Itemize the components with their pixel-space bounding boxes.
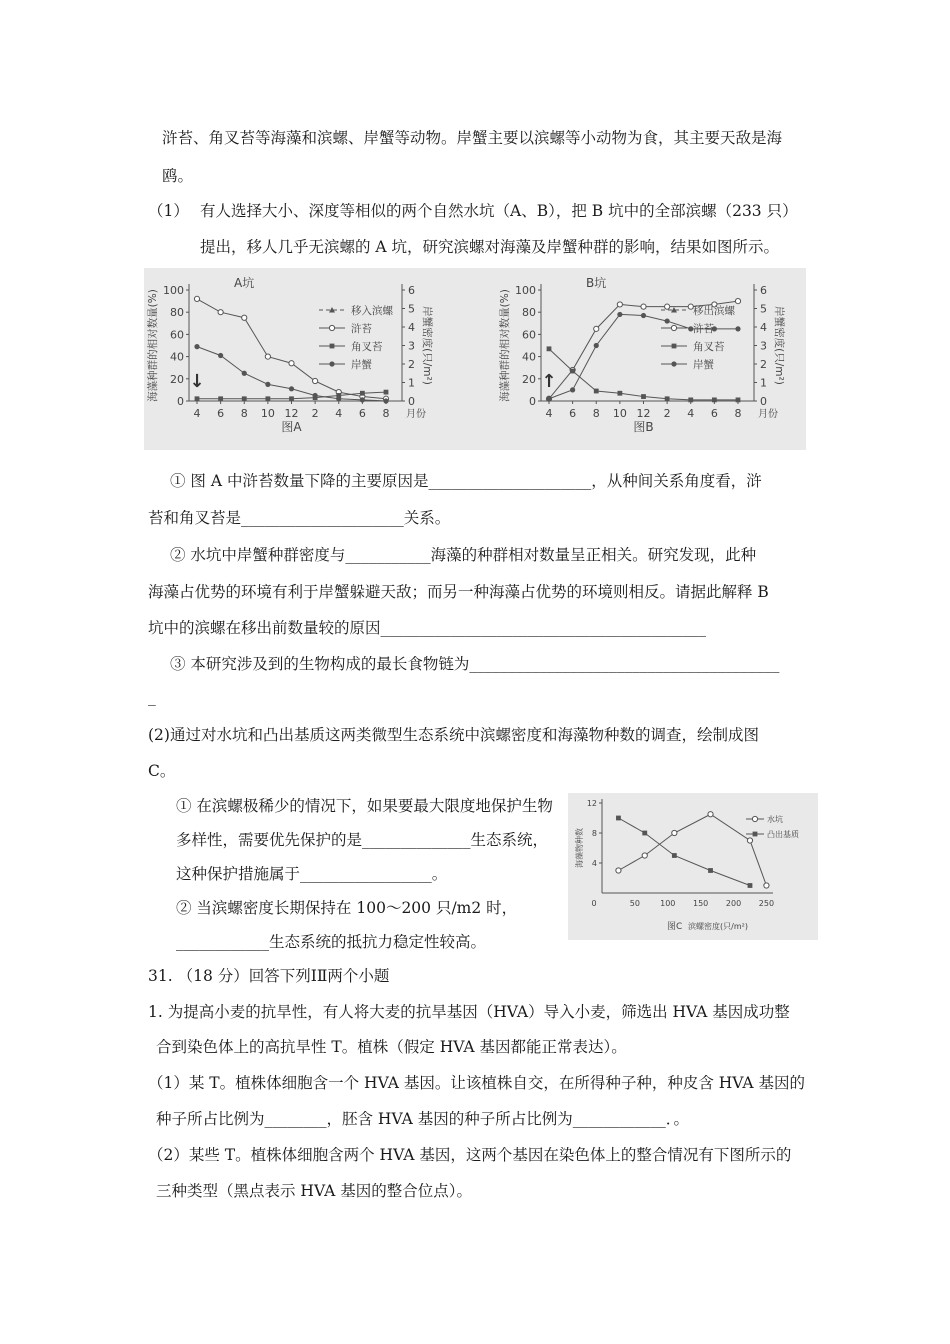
question-line: 这种保护措施属于_________________。	[176, 865, 448, 883]
x-tick-label: 4	[193, 407, 201, 420]
y-tick-label: 4	[591, 859, 597, 868]
data-point	[708, 812, 713, 817]
data-point	[242, 315, 247, 320]
question-line: ③ 本研究涉及到的生物构成的最长食物链为________________________________________	[170, 655, 780, 673]
x-tick-label: 6	[710, 407, 718, 420]
data-point	[289, 361, 294, 366]
data-point	[218, 310, 223, 315]
paragraph-line: （1）某 T。植株体细胞含一个 HVA 基因。让该植株自交，在所得种子种，种皮含 HVA 基因的	[148, 1074, 806, 1092]
figure-c-svg	[568, 793, 818, 940]
data-point	[336, 396, 341, 401]
x-tick-label: 4	[335, 407, 343, 420]
y-tick-label: 8	[591, 829, 597, 838]
paragraph-line: C。	[148, 762, 176, 780]
data-point	[594, 343, 599, 348]
y-tick-label: 60	[522, 328, 536, 342]
y2-tick-label: 3	[408, 339, 415, 353]
y2-tick-label: 3	[760, 339, 767, 353]
data-point	[616, 816, 621, 821]
data-point	[712, 397, 717, 402]
legend-label: 浒苔	[351, 323, 372, 335]
data-point	[242, 371, 247, 376]
data-point	[313, 378, 318, 383]
legend-label: 岸蟹	[351, 359, 372, 371]
y2-axis-label: 岸蟹密度(只/m²)	[421, 306, 433, 385]
data-point	[265, 396, 270, 401]
y2-tick-label: 5	[760, 302, 767, 316]
y2-tick-label: 1	[408, 376, 415, 390]
legend-label: 移出滨螺	[693, 305, 735, 317]
x-tick-label: 150	[693, 899, 709, 908]
x-tick-label: 4	[545, 407, 553, 420]
x-tick-label: 0	[591, 899, 597, 908]
data-point	[194, 296, 199, 301]
y-tick-label: 60	[170, 328, 184, 342]
data-point	[616, 868, 621, 873]
paragraph-line: 浒苔、角叉苔等海藻和滨螺、岸蟹等动物。岸蟹主要以滨螺等小动物为食，其主要天敌是海	[162, 129, 783, 147]
paragraph-line: 三种类型（黑点表示 HVA 基因的整合位点）。	[156, 1182, 472, 1200]
legend-label: 水坑	[767, 815, 783, 824]
y-tick-label: 0	[177, 395, 184, 408]
data-point	[735, 326, 740, 331]
data-point	[641, 304, 646, 309]
x-tick-label: 6	[569, 407, 577, 420]
question-line: ① 图 A 中浒苔数量下降的主要原因是_____________________，从种间关系角度看，浒	[170, 472, 762, 490]
data-point	[218, 353, 223, 358]
x-tick-label: 8	[592, 407, 600, 420]
y2-tick-label: 0	[408, 395, 415, 408]
data-point	[736, 397, 741, 402]
paragraph-line: （2）某些 T。植株体细胞含两个 HVA 基因，这两个基因在染色体上的整合情况有下图所示的	[148, 1146, 792, 1164]
data-point	[672, 853, 677, 858]
data-point	[313, 393, 318, 398]
data-point	[747, 838, 752, 843]
data-point	[748, 883, 753, 888]
x-tick-label: 12	[636, 407, 651, 420]
x-tick-label: 2	[663, 407, 671, 420]
figure-ab-svg	[144, 268, 806, 450]
data-point	[594, 389, 599, 394]
paragraph-line: 鸥。	[162, 167, 194, 185]
legend-marker	[672, 344, 677, 349]
question-number: （1）	[148, 202, 189, 220]
legend-marker	[671, 361, 676, 366]
data-point	[594, 326, 599, 331]
x-unit-label: 月份	[406, 409, 426, 420]
y-tick-label: 20	[170, 372, 184, 386]
series-line	[618, 814, 766, 885]
data-point	[641, 394, 646, 399]
data-point	[195, 396, 200, 401]
data-point	[642, 831, 647, 836]
legend-marker	[329, 361, 334, 366]
y2-tick-label: 5	[408, 302, 415, 316]
data-point	[708, 868, 713, 873]
data-point	[546, 396, 551, 401]
legend-label: 岸蟹	[693, 359, 714, 371]
data-point	[665, 396, 670, 401]
figure-ab	[144, 268, 806, 450]
y2-tick-label: 6	[408, 284, 415, 297]
legend-label: 浒苔	[693, 323, 714, 335]
x-tick-label: 8	[734, 407, 742, 420]
data-point	[665, 304, 670, 309]
question-line: ② 当滨螺密度长期保持在 100～200 只/m2 时，	[176, 899, 518, 917]
y2-tick-label: 6	[760, 284, 767, 297]
data-point	[384, 390, 389, 395]
legend-label: 角叉苔	[693, 341, 725, 353]
arrow-annotation: ↑	[541, 371, 557, 392]
data-point	[289, 386, 294, 391]
data-point	[735, 299, 740, 304]
y-axis-label: 海藻种群的相对数量(%)	[499, 289, 511, 402]
legend-marker	[752, 816, 757, 821]
question-line: 坑中的滨螺在移出前数量较的原因__________________________________________	[148, 619, 707, 637]
chart-caption: 图A	[281, 420, 302, 434]
x-tick-label: 10	[260, 407, 275, 420]
y2-tick-label: 4	[760, 321, 767, 334]
x-unit-label: 月份	[758, 409, 778, 420]
data-point	[383, 398, 388, 403]
arrow-annotation: ↓	[189, 371, 205, 392]
x-tick-label: 250	[758, 899, 775, 908]
y-tick-label: 40	[170, 350, 184, 364]
chart-caption: 图B	[633, 420, 654, 434]
x-tick-label: 100	[660, 899, 676, 908]
y-tick-label: 100	[163, 284, 184, 297]
paragraph-line: 有人选择大小、深度等相似的两个自然水坑（A、B），把 B 坑中的全部滨螺（233 只）	[200, 202, 798, 220]
data-point	[289, 396, 294, 401]
chart-title: A坑	[234, 276, 255, 290]
legend-marker	[753, 832, 758, 837]
x-tick-label: 50	[629, 899, 640, 908]
legend-label: 移入滨螺	[351, 305, 393, 317]
data-point	[242, 396, 247, 401]
data-point	[617, 302, 622, 307]
data-point	[617, 391, 622, 396]
data-point	[360, 391, 365, 396]
paragraph-line: 提出，移人几乎无滨螺的 A 坑，研究滨螺对海藻及岸蟹种群的影响，结果如图所示。	[200, 238, 780, 256]
data-point	[688, 397, 693, 402]
y2-tick-label: 2	[760, 358, 767, 371]
series-line	[549, 349, 738, 400]
data-point	[265, 382, 270, 387]
data-point	[194, 344, 199, 349]
x-tick-label: 6	[217, 407, 225, 420]
y-tick-label: 12	[586, 799, 597, 808]
data-point	[665, 318, 670, 323]
legend-marker	[671, 325, 676, 330]
x-tick-label: 8	[240, 407, 248, 420]
question-line: ② 水坑中岸蟹种群密度与___________海藻的种群相对数量呈正相关。研究发现，此种	[170, 546, 757, 564]
data-point	[570, 387, 575, 392]
y-tick-label: 20	[522, 372, 536, 386]
y2-tick-label: 4	[408, 321, 415, 334]
question-line: ____________生态系统的抵抗力稳定性较高。	[176, 933, 487, 951]
y-tick-label: 100	[515, 284, 536, 297]
data-point	[672, 830, 677, 835]
question-line: _	[148, 688, 156, 706]
data-point	[617, 312, 622, 317]
question-line: 海藻占优势的环境有利于岸蟹躲避天敌；而另一种海藻占优势的环境则相反。请据此解释 B	[148, 583, 769, 601]
chart-title: B坑	[586, 276, 607, 290]
y2-axis-label: 岸蟹密度(只/m²)	[773, 306, 785, 385]
series-line	[197, 347, 386, 401]
x-tick-label: 200	[725, 899, 742, 908]
data-point	[764, 883, 769, 888]
x-tick-label: 10	[612, 407, 627, 420]
y2-tick-label: 1	[760, 376, 767, 390]
data-point	[547, 346, 552, 351]
question-line: 多样性，需要优先保护的是______________生态系统，	[176, 831, 549, 849]
paragraph-line: 种子所占比例为________，胚含 HVA 基因的种子所占比例为____________．。	[156, 1110, 689, 1128]
data-point	[218, 396, 223, 401]
paragraph-line: (2)通过对水坑和凸出基质这两类微型生态系统中滨螺密度和海藻物种数的调查，绘制成图	[148, 726, 759, 744]
x-tick-label: 12	[284, 407, 299, 420]
data-point	[360, 397, 365, 402]
paragraph-line: 合到染色体上的高抗旱性 T。植株（假定 HVA 基因都能正常表达）。	[156, 1038, 627, 1056]
y-tick-label: 80	[522, 306, 536, 320]
x-axis-label: 滨螺密度(只/m²)	[688, 922, 748, 931]
question-line: ① 在滨螺极稀少的情况下，如果要最大限度地保护生物	[176, 797, 553, 815]
figure-c	[568, 793, 818, 940]
question-heading: 31. （18 分）回答下列ⅠⅡ两个小题	[148, 967, 390, 985]
legend-marker	[329, 325, 334, 330]
y-tick-label: 0	[529, 395, 536, 408]
legend-marker	[330, 344, 335, 349]
x-tick-label: 2	[311, 407, 319, 420]
x-tick-label: 6	[358, 407, 366, 420]
x-tick-label: 4	[687, 407, 695, 420]
data-point	[265, 354, 270, 359]
data-point	[570, 369, 575, 374]
y2-tick-label: 0	[760, 395, 767, 408]
y-axis-label: 海藻物种数	[575, 828, 584, 868]
data-point	[641, 313, 646, 318]
x-tick-label: 8	[382, 407, 390, 420]
data-point	[642, 853, 647, 858]
y-axis-label: 海藻种群的相对数量(%)	[147, 289, 159, 402]
paragraph-line: 1. 为提高小麦的抗旱性，有人将大麦的抗旱基因（HVA）导入小麦，筛选出 HVA 基因成功整	[148, 1003, 790, 1021]
legend-label: 角叉苔	[351, 341, 383, 353]
chart-caption: 图C	[667, 922, 683, 932]
legend-label: 凸出基质	[767, 830, 799, 839]
y2-tick-label: 2	[408, 358, 415, 371]
y-tick-label: 80	[170, 306, 184, 320]
question-line: 苔和角叉苔是_____________________关系。	[148, 509, 451, 527]
y-tick-label: 40	[522, 350, 536, 364]
